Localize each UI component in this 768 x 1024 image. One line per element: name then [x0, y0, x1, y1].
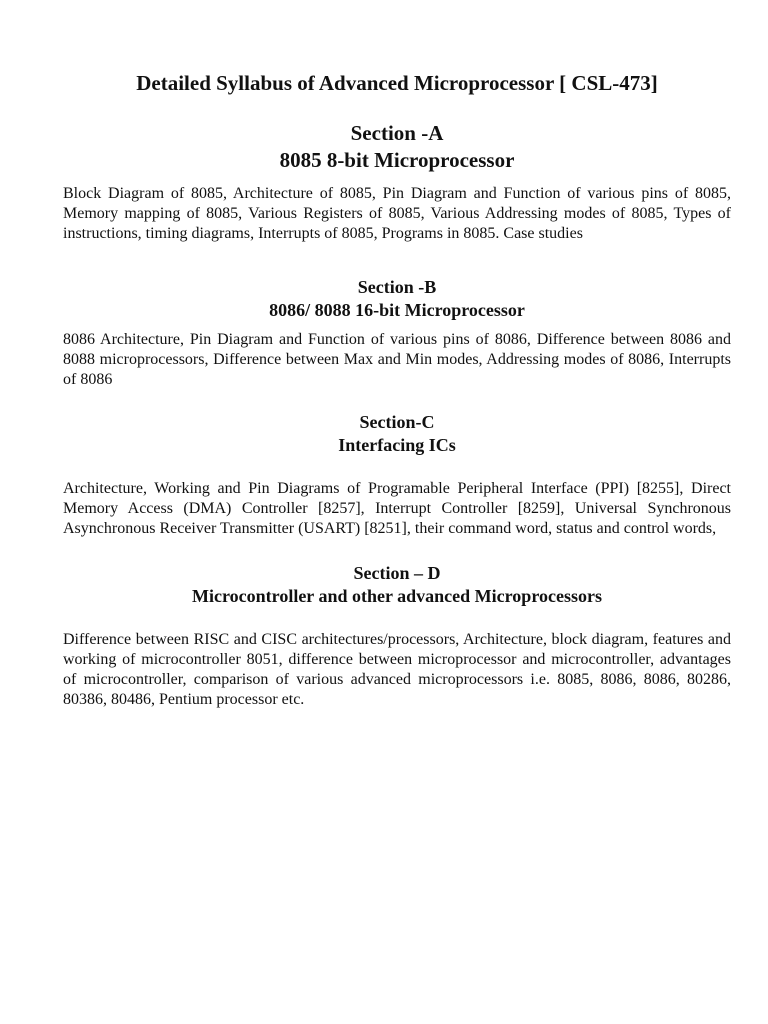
document-title: Detailed Syllabus of Advanced Microprocessor [ CSL-473]: [136, 71, 658, 95]
section-d-heading: [63, 562, 731, 608]
section-d: [63, 562, 731, 710]
section-c-label: Section-C: [359, 412, 435, 432]
section-b: [63, 276, 731, 390]
section-c-body: Architecture, Working and Pin Diagrams of Programable Peripheral Interface (PPI) [8255], Direct Memory Access (DMA) Controller [8257], Interrupt Controller [8259], Universal Synchronous Asynchronous Receiver Transmitter (USART) [8251], their command word, status and control words,: [63, 480, 731, 537]
section-a: [63, 120, 731, 244]
section-d-body: Difference between RISC and CISC architectures/processors, Architecture, block diagram, features and working of microcontroller 8051, difference between microprocessor and microcontroller, advantages of microcontroller, comparison of various advanced microprocessors i.e. 8085, 8086, 8086, 80286, 80386, 80486, Pentium processor etc.: [63, 631, 731, 708]
section-b-topic: 8086/ 8088 16-bit Microprocessor: [269, 300, 525, 320]
section-a-heading: [63, 120, 731, 174]
section-b-body: 8086 Architecture, Pin Diagram and Function of various pins of 8086, Difference between 8086 and 8088 microprocessors, Difference between Max and Min modes, Addressing modes of 8086, Interrupts of 8086: [63, 331, 731, 388]
section-d-label: Section – D: [353, 563, 441, 583]
section-b-heading: [63, 276, 731, 322]
section-b-label: Section -B: [357, 277, 437, 297]
section-c-heading: [63, 411, 731, 457]
section-a-body: Block Diagram of 8085, Architecture of 8085, Pin Diagram and Function of various pins of 8085, Memory mapping of 8085, Various Registers of 8085, Various Addressing modes of 8085, Types of instructions, timing diagrams, Interrupts of 8085, Programs in 8085. Case studies: [63, 185, 731, 242]
section-c: [63, 411, 731, 539]
section-a-topic: 8085 8-bit Microprocessor: [279, 148, 515, 172]
section-a-label: Section -A: [350, 121, 444, 145]
section-c-topic: Interfacing ICs: [338, 435, 456, 455]
section-d-topic: Microcontroller and other advanced Microprocessors: [192, 586, 602, 606]
